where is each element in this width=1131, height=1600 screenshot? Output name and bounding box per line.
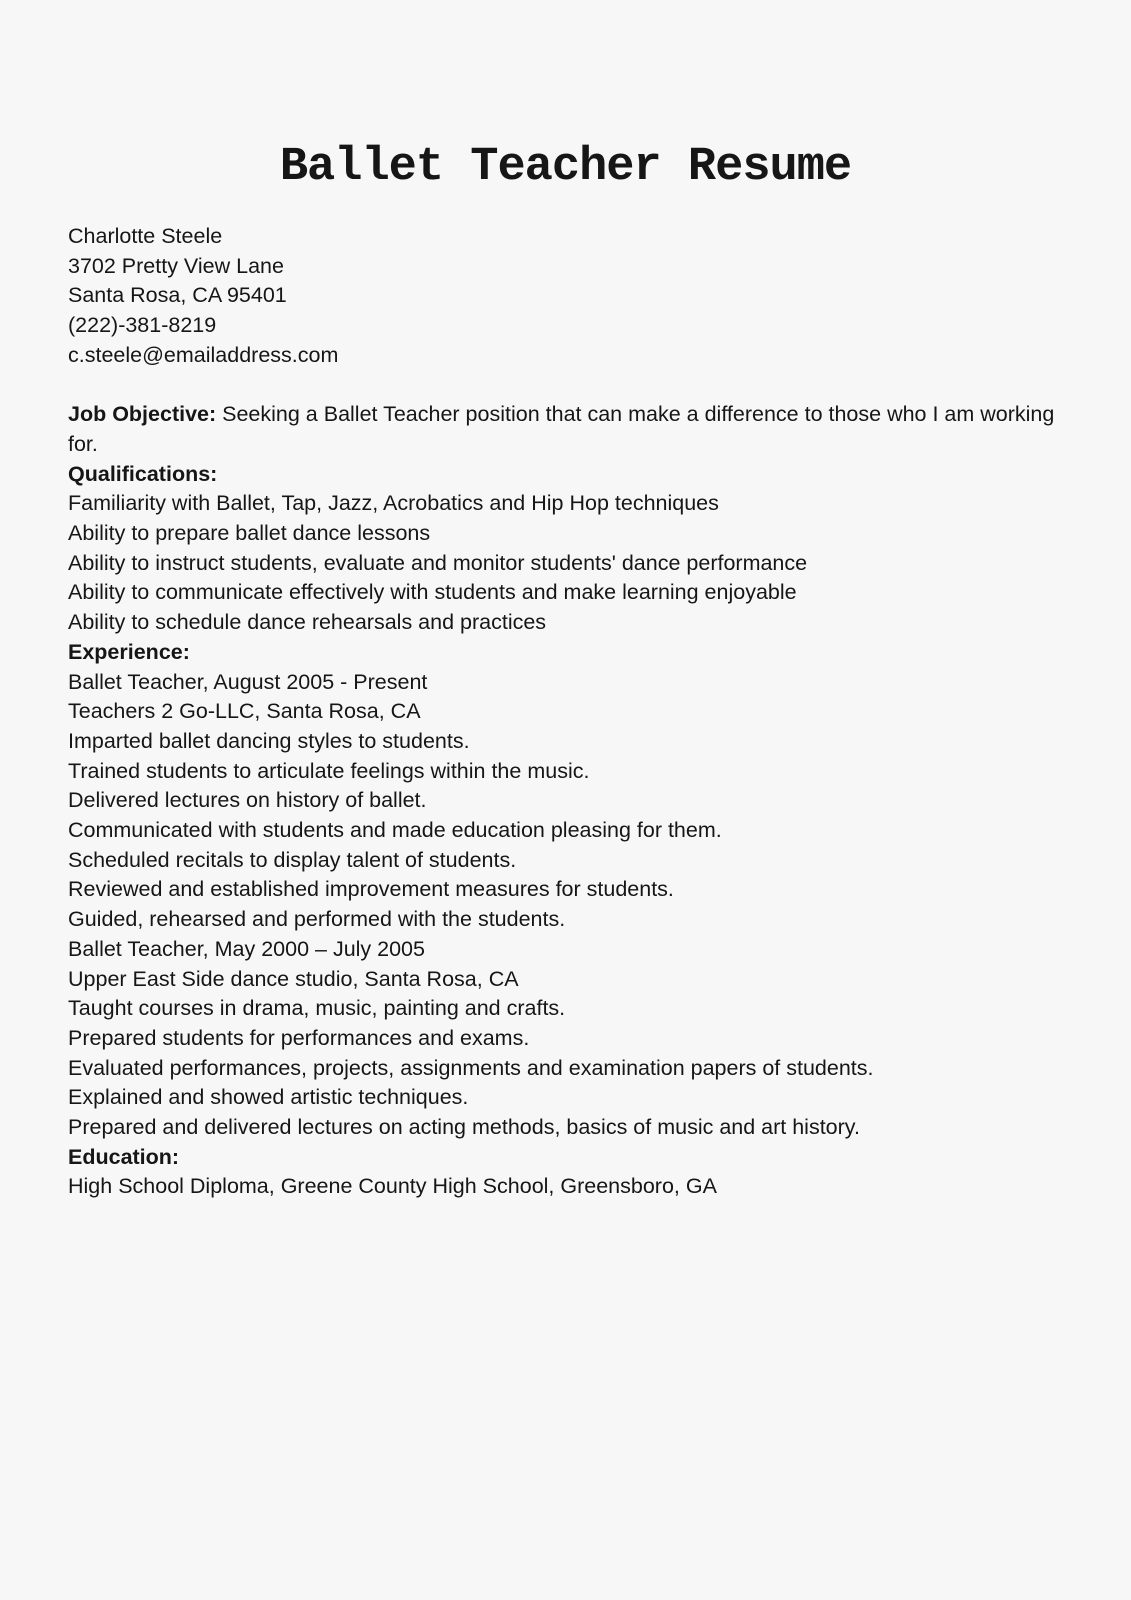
job-duty: Imparted ballet dancing styles to students. — [68, 728, 470, 753]
qualification-item: Familiarity with Ballet, Tap, Jazz, Acrobatics and Hip Hop techniques — [68, 491, 719, 516]
qualification-item: Ability to instruct students, evaluate and monitor students' dance performance — [68, 550, 808, 575]
job-duty: Scheduled recitals to display talent of students. — [68, 847, 517, 872]
job-employer: Upper East Side dance studio, Santa Rosa, CA — [68, 966, 519, 991]
qualification-item: Ability to prepare ballet dance lessons — [68, 521, 431, 546]
job-title: Ballet Teacher, May 2000 – July 2005 — [68, 936, 425, 961]
job-duty: Prepared students for performances and exams. — [68, 1025, 530, 1050]
qualifications-heading: Qualifications: — [68, 461, 218, 486]
job-duty: Prepared and delivered lectures on acting methods, basics of music and art history. — [68, 1115, 860, 1140]
experience-heading: Experience: — [68, 639, 190, 664]
job-objective — [68, 400, 1068, 459]
job-duty: Trained students to articulate feelings within the music. — [68, 758, 590, 783]
job-duty: Taught courses in drama, music, painting and crafts. — [68, 996, 566, 1021]
experience-section — [68, 638, 1068, 1143]
qualification-item: Ability to schedule dance rehearsals and practices — [68, 610, 547, 635]
job-objective-text: Seeking a Ballet Teacher position that can make a difference to those who I am working for. — [68, 402, 1055, 456]
contact-name: Charlotte Steele — [68, 224, 223, 248]
qualifications-section — [68, 460, 1068, 638]
section-spacer — [68, 371, 1068, 401]
page-title: Ballet Teacher Resume — [279, 141, 852, 194]
contact-address: 3702 Pretty View Lane — [68, 253, 284, 278]
job-objective-label: Job Objective: — [68, 402, 217, 427]
contact-phone: (222)-381-8219 — [68, 313, 217, 338]
job-title: Ballet Teacher, August 2005 - Present — [68, 669, 428, 694]
contact-block — [68, 222, 1068, 371]
job-duty: Evaluated performances, projects, assignments and examination papers of students. — [68, 1055, 874, 1080]
experience-job — [68, 935, 1068, 1143]
resume-body — [68, 222, 1068, 1202]
job-duty: Explained and showed artistic techniques. — [68, 1085, 469, 1110]
job-employer: Teachers 2 Go-LLC, Santa Rosa, CA — [68, 699, 421, 724]
education-heading: Education: — [68, 1144, 180, 1169]
education-item: High School Diploma, Greene County High School, Greensboro, GA — [68, 1174, 717, 1199]
job-duty: Guided, rehearsed and performed with the students. — [68, 907, 566, 932]
education-section — [68, 1143, 1068, 1202]
experience-job — [68, 668, 1068, 935]
job-duty: Delivered lectures on history of ballet. — [68, 788, 427, 813]
job-duty: Reviewed and established improvement measures for students. — [68, 877, 674, 902]
qualification-item: Ability to communicate effectively with students and make learning enjoyable — [68, 580, 797, 605]
contact-city-state-zip: Santa Rosa, CA 95401 — [68, 283, 287, 308]
contact-email: c.steele@emailaddress.com — [68, 342, 339, 367]
job-duty: Communicated with students and made education pleasing for them. — [68, 818, 722, 843]
